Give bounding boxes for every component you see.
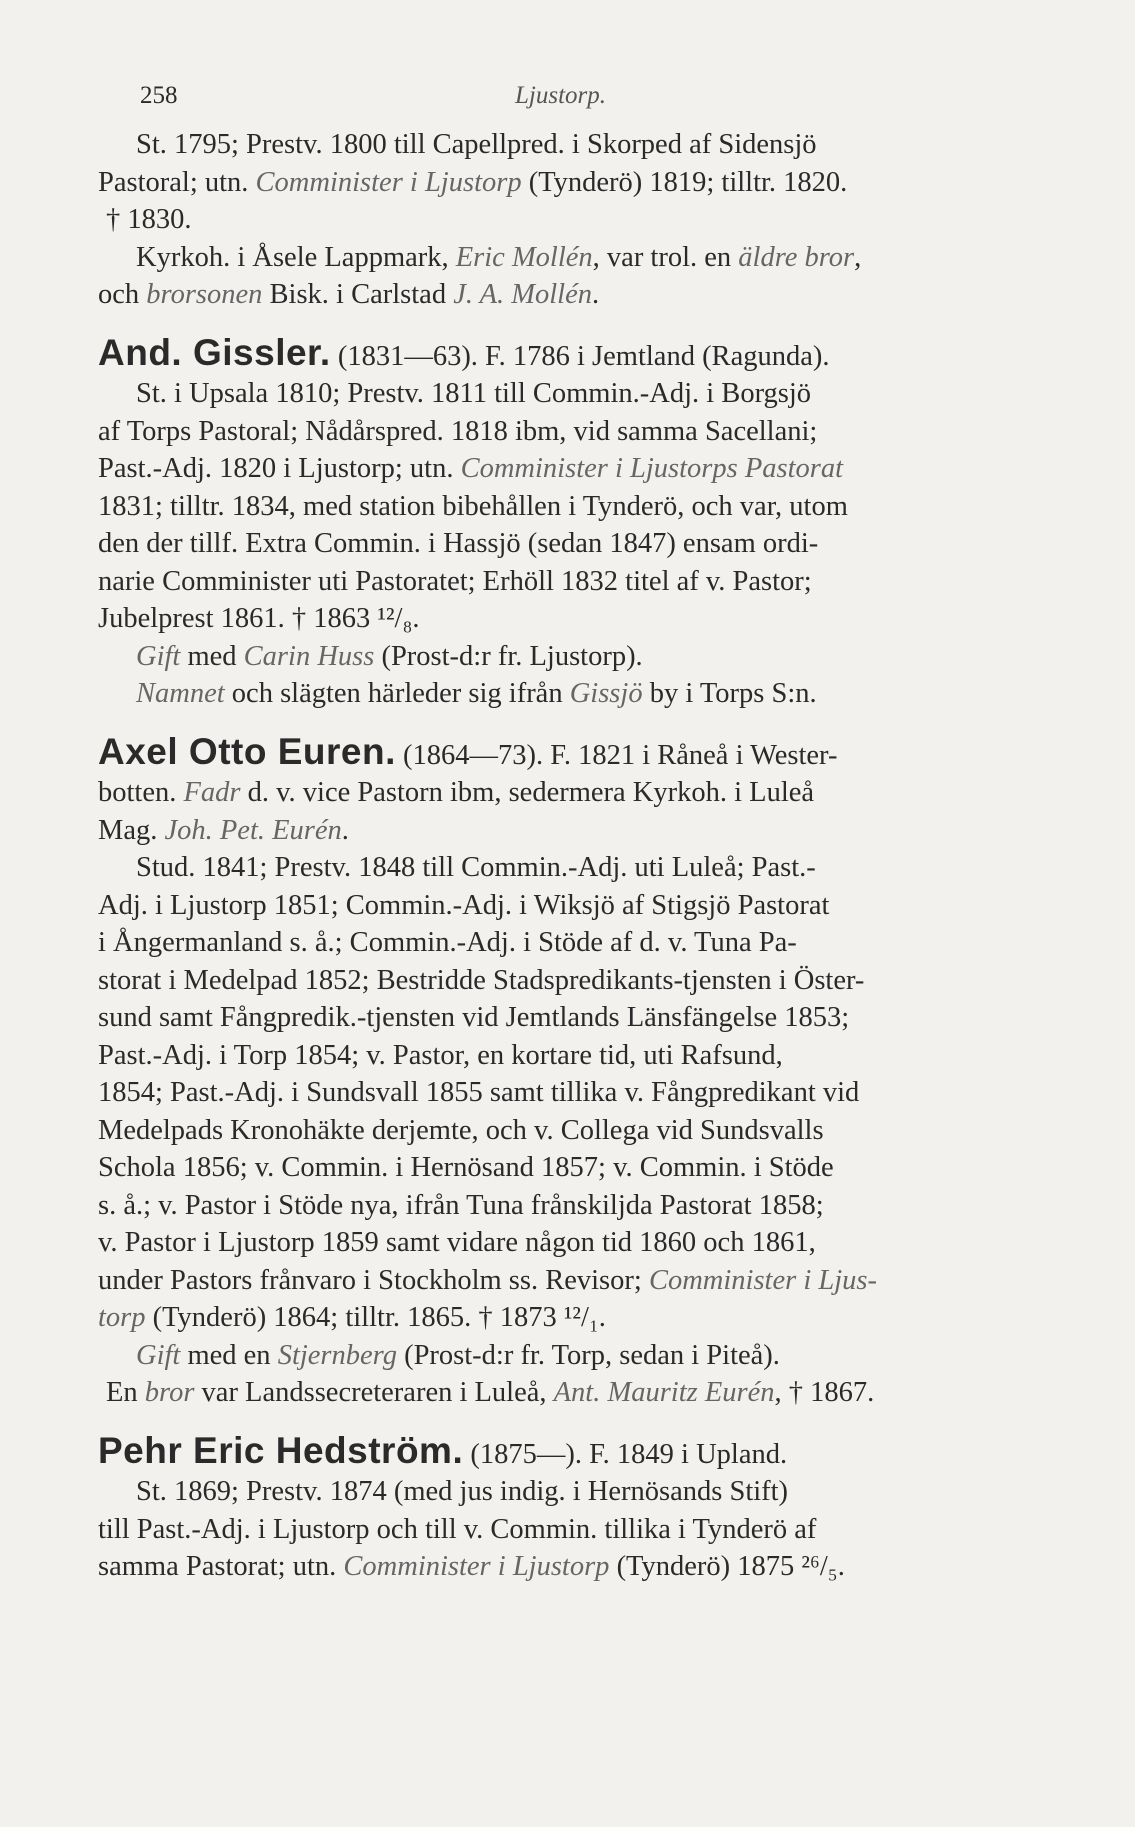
text-line <box>98 1112 1044 1150</box>
text-line <box>98 1374 1044 1412</box>
text-segment: (Tynderö) 1819; tilltr. 1820. <box>521 166 848 198</box>
text-segment: Bisk. i Carlstad <box>262 279 454 310</box>
running-title: Ljustorp. <box>515 82 607 109</box>
text-line <box>98 1473 1044 1511</box>
entry-heading-rest <box>331 341 830 372</box>
text-segment: (Prost-d:r fr. Ljustorp). <box>374 640 643 672</box>
entry-gissler <box>98 331 1044 713</box>
text-segment: Stud. 1841; Prestv. 1848 till Commin.-Adj. uti Luleå; Past.- <box>136 852 816 883</box>
text-segment: , <box>854 241 862 273</box>
text-segment: Kyrkoh. i Åsele Lappmark, <box>136 241 456 273</box>
text-line <box>98 126 1044 164</box>
text-line <box>98 488 1044 526</box>
text-line <box>98 450 1044 488</box>
italic-segment: Stjernberg <box>277 1339 397 1371</box>
text-segment: (1875—). F. 1849 i Upland. <box>463 1438 788 1470</box>
text-line <box>98 1224 1044 1262</box>
text-line <box>98 413 1044 451</box>
italic-segment: Comminister i Ljustorp <box>343 1551 610 1582</box>
text-segment: och <box>98 279 147 310</box>
text-line <box>98 525 1044 563</box>
italic-segment: Joh. Pet. Eurén <box>164 814 342 846</box>
text-line <box>98 375 1044 413</box>
italic-segment: äldre bror <box>738 241 855 273</box>
text-segment: Schola 1856; v. Commin. i Hernösand 1857; v. Commin. i Stöde <box>98 1152 834 1183</box>
italic-segment: bror <box>144 1377 195 1408</box>
text-line <box>98 812 1044 850</box>
text-segment: narie Comminister uti Pastoratet; Erhöll 1832 titel af v. Pastor; <box>98 565 812 597</box>
text-segment: Pastoral; utn. <box>98 166 256 198</box>
italic-segment: torp <box>98 1302 146 1333</box>
text-segment: (1831—63). F. 1786 i Jemtland (Ragunda). <box>330 340 830 372</box>
text-segment: St. 1795; Prestv. 1800 till Capellpred. i Skorped af Sidensjö <box>136 129 817 160</box>
text-line <box>98 849 1044 887</box>
text-segment: (1864—73). F. 1821 i Råneå i Wester- <box>395 739 838 771</box>
text-segment: var Landssecreteraren i Luleå, <box>194 1377 554 1408</box>
entry-name: Axel Otto Euren. <box>98 730 396 772</box>
text-segment: samma Pastorat; utn. <box>98 1551 344 1582</box>
entry-euren <box>98 730 1044 1412</box>
text-segment: (Tynderö) 1875 ²⁶/₅. <box>609 1551 845 1582</box>
entry-heading-rest <box>396 740 838 771</box>
text-segment: En <box>106 1377 145 1408</box>
text-line <box>98 962 1044 1000</box>
page-header <box>140 82 1035 114</box>
text-line <box>98 563 1044 601</box>
text-line <box>98 887 1044 925</box>
text-line <box>98 1037 1044 1075</box>
text-segment: Adj. i Ljustorp 1851; Commin.-Adj. i Wiksjö af Stigsjö Pastorat <box>98 889 830 921</box>
entry-heading-line <box>98 730 1044 775</box>
text-line <box>98 924 1044 962</box>
text-line <box>98 1299 1044 1337</box>
italic-segment: Comminister i Ljustorp <box>255 166 522 198</box>
text-segment: v. Pastor i Ljustorp 1859 samt vidare någon tid 1860 och 1861, <box>98 1227 816 1258</box>
text-segment: St. i Upsala 1810; Prestv. 1811 till Commin.-Adj. i Borgsjö <box>136 378 812 409</box>
text-segment: Past.-Adj. 1820 i Ljustorp; utn. <box>98 453 461 484</box>
text-segment: (Tynderö) 1864; tilltr. 1865. † 1873 ¹²/₁. <box>145 1302 606 1333</box>
text-segment: Past.-Adj. i Torp 1854; v. Pastor, en kortare tid, uti Rafsund, <box>98 1039 783 1071</box>
text-line <box>98 675 1044 713</box>
text-segment: botten. <box>98 777 184 808</box>
text-segment: af Torps Pastoral; Nådårspred. 1818 ibm, vid samma Sacellani; <box>98 415 818 447</box>
entry-heading-line <box>98 331 1044 376</box>
text-line <box>98 1187 1044 1225</box>
entry-continuation <box>98 126 1044 314</box>
text-line <box>98 1548 1044 1586</box>
italic-segment: brorsonen <box>146 279 263 310</box>
italic-segment: Namnet <box>136 678 225 709</box>
italic-segment: Carin Huss <box>243 640 375 672</box>
text-segment: Jubelprest 1861. † 1863 ¹²/₈. <box>98 603 420 634</box>
text-segment: d. v. vice Pastorn ibm, sedermera Kyrkoh. i Luleå <box>240 777 815 808</box>
text-segment: den der tillf. Extra Commin. i Hassjö (sedan 1847) ensam ordi- <box>98 528 819 559</box>
text-segment: med en <box>180 1339 278 1371</box>
text-segment: . <box>591 279 600 310</box>
text-line <box>98 774 1044 812</box>
text-segment: i Ångermanland s. å.; Commin.-Adj. i Stöde af d. v. Tuna Pa- <box>98 927 797 958</box>
text-line <box>98 638 1044 676</box>
text-line <box>98 600 1044 638</box>
text-line <box>98 276 1044 314</box>
text-segment: , var trol. en <box>592 241 739 273</box>
text-segment: Mag. <box>98 814 165 846</box>
page-number: 258 <box>140 82 178 109</box>
entry-hedstrom <box>98 1429 1044 1586</box>
text-segment: 1854; Past.-Adj. i Sundsvall 1855 samt tillika v. Fångpredikant vid <box>98 1077 860 1108</box>
text-segment: by i Torps S:n. <box>642 678 817 709</box>
italic-segment: Comminister i Ljustorps Pastorat <box>460 453 844 484</box>
italic-segment: Comminister i Ljus- <box>648 1264 877 1296</box>
text-segment: sund samt Fångpredik.-tjensten vid Jemtlands Länsfängelse 1853; <box>98 1002 850 1033</box>
text-segment: St. 1869; Prestv. 1874 (med jus indig. i Hernösands Stift) <box>136 1476 789 1507</box>
text-line <box>98 1149 1044 1187</box>
text-line <box>98 201 1044 239</box>
page-body <box>98 126 1044 1586</box>
text-segment: 1831; tilltr. 1834, med station bibehållen i Tynderö, och var, utom <box>98 490 848 522</box>
entry-heading-line <box>98 1429 1044 1474</box>
text-line <box>98 164 1044 202</box>
text-line <box>98 239 1044 277</box>
text-segment: och slägten härleder sig ifrån <box>224 678 570 709</box>
italic-segment: Ant. Mauritz Eurén <box>553 1377 775 1408</box>
text-segment: storat i Medelpad 1852; Bestridde Stadspredikants-tjensten i Öster- <box>98 964 865 996</box>
text-line <box>98 1262 1044 1300</box>
text-segment: . <box>341 814 349 846</box>
text-line <box>98 1337 1044 1375</box>
entry-name: Pehr Eric Hedström. <box>98 1429 464 1471</box>
text-segment: , † 1867. <box>774 1377 875 1408</box>
text-line <box>98 999 1044 1037</box>
italic-segment: Gissjö <box>569 678 643 709</box>
text-segment: under Pastors frånvaro i Stockholm ss. Revisor; <box>98 1264 649 1296</box>
italic-segment: J. A. Mollén <box>453 279 592 310</box>
text-segment: till Past.-Adj. i Ljustorp och till v. Commin. tillika i Tynderö af <box>98 1513 817 1545</box>
italic-segment: Gift <box>136 1339 181 1371</box>
text-segment: s. å.; v. Pastor i Stöde nya, ifrån Tuna frånskiljda Pastorat 1858; <box>98 1189 824 1221</box>
text-line <box>98 1511 1044 1549</box>
italic-segment: Eric Mollén <box>455 241 593 273</box>
entry-name: And. Gissler. <box>98 331 331 373</box>
text-segment: med <box>180 640 244 672</box>
italic-segment: Fadr <box>183 777 241 808</box>
text-line <box>98 1074 1044 1112</box>
text-segment: † 1830. <box>106 204 192 235</box>
entry-heading-rest <box>463 1439 787 1470</box>
italic-segment: Gift <box>136 640 181 672</box>
text-segment: (Prost-d:r fr. Torp, sedan i Piteå). <box>396 1339 780 1371</box>
text-segment: Medelpads Kronohäkte derjemte, och v. Collega vid Sundsvalls <box>98 1114 824 1146</box>
